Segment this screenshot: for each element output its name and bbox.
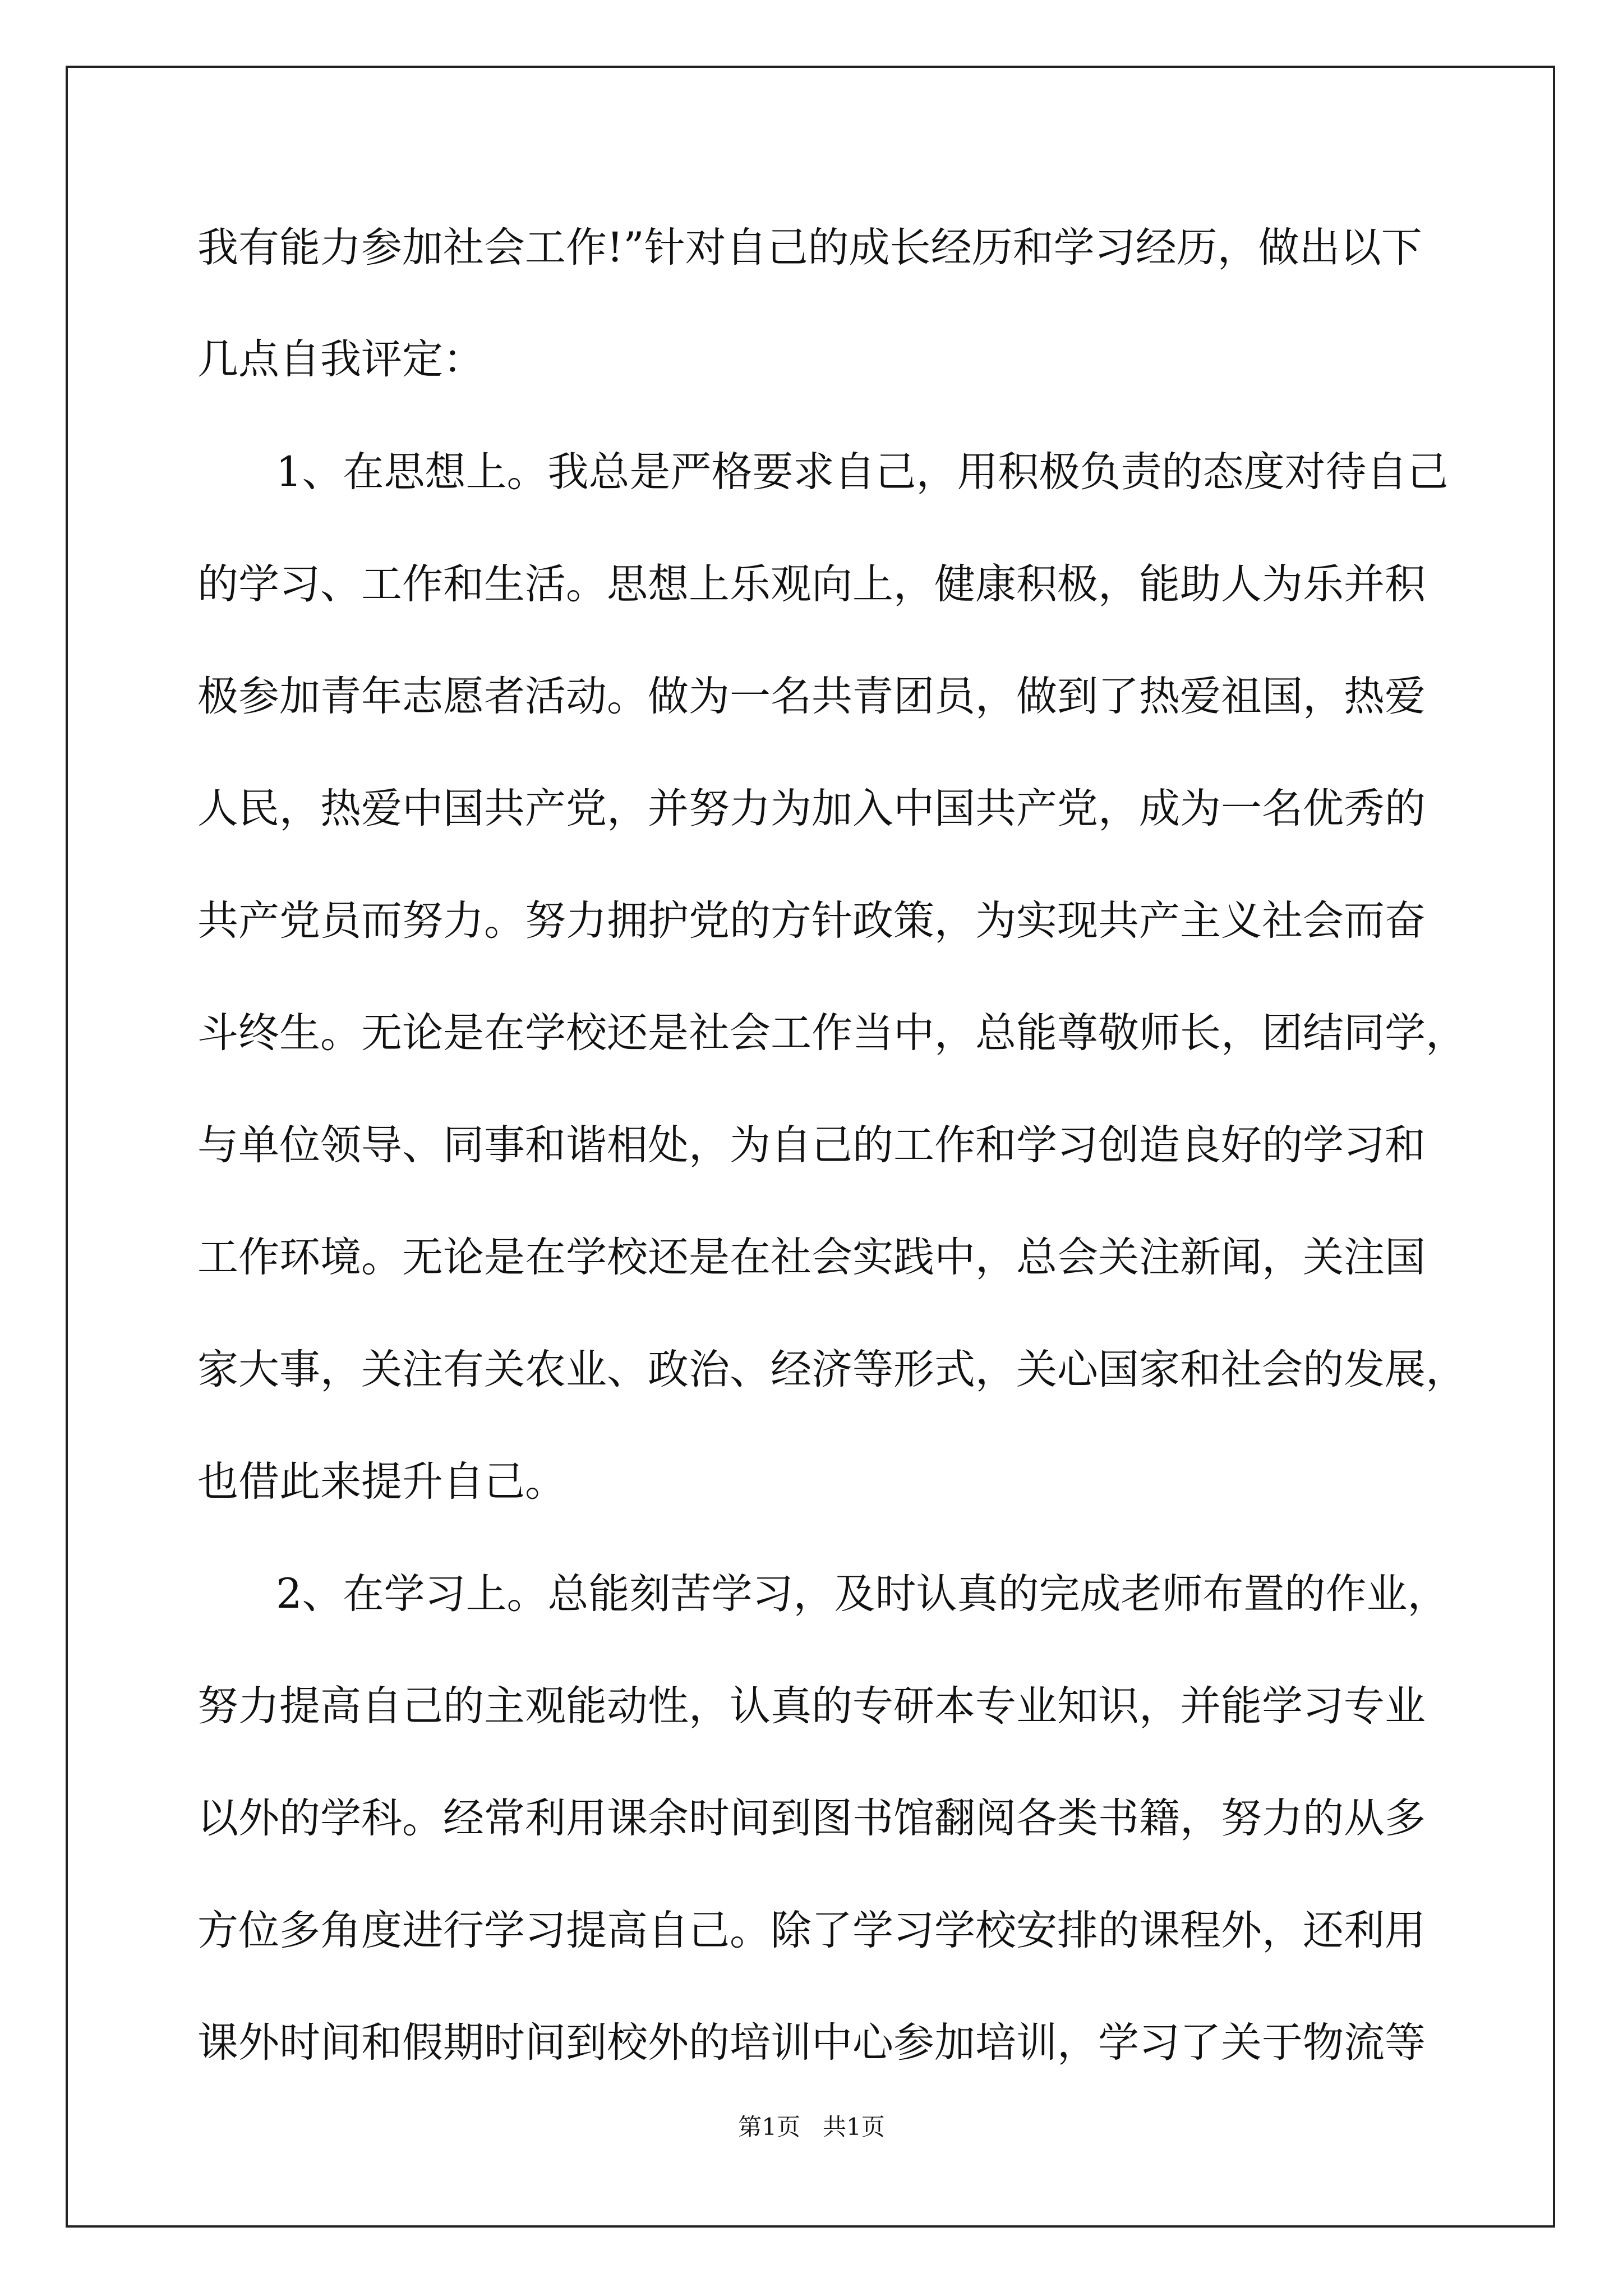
text-line: 的学习、工作和生活。思想上乐观向上，健康积极，能助人为乐并积 xyxy=(197,560,1426,608)
paragraph-2-start: 2、在学习上。总能刻苦学习，及时认真的完成老师布置的作业， xyxy=(276,1570,1449,1618)
text-line: 人民，热爱中国共产党，并努力为加入中国共产党，成为一名优秀的 xyxy=(197,785,1426,832)
text-line: 方位多角度进行学习提高自己。除了学习学校安排的课程外，还利用 xyxy=(197,1907,1426,1954)
text-line: 几点自我评定： xyxy=(197,335,484,383)
text-line: 课外时间和假期时间到校外的培训中心参加培训，学习了关于物流等 xyxy=(197,2019,1426,2067)
text-line: 斗终生。无论是在学校还是社会工作当中，总能尊敬师长，团结同学， xyxy=(197,1009,1467,1057)
text-line: 我有能力参加社会工作!”针对自己的成长经历和学习经历，做出以下 xyxy=(197,224,1422,272)
text-line: 家大事，关注有关农业、政治、经济等形式，关心国家和社会的发展， xyxy=(197,1346,1467,1393)
text-line: 与单位领导、同事和谐相处，为自己的工作和学习创造良好的学习和 xyxy=(197,1121,1426,1169)
text-line: 努力提高自己的主观能动性，认真的专研本专业知识，并能学习专业 xyxy=(197,1682,1426,1730)
text-line: 极参加青年志愿者活动。做为一名共青团员，做到了热爱祖国，热爱 xyxy=(197,673,1426,720)
text-line: 也借此来提升自己。 xyxy=(197,1458,566,1506)
paragraph-1-start: 1、在思想上。我总是严格要求自己，用积极负责的态度对待自己 xyxy=(276,448,1449,496)
page-footer: 第1页 共1页 xyxy=(738,2113,885,2141)
text-line: 以外的学科。经常利用课余时间到图书馆翻阅各类书籍，努力的从多 xyxy=(197,1795,1426,1842)
text-line: 工作环境。无论是在学校还是在社会实践中，总会关注新闻，关注国 xyxy=(197,1234,1426,1281)
text-line: 共产党员而努力。努力拥护党的方针政策，为实现共产主义社会而奋 xyxy=(197,897,1426,945)
